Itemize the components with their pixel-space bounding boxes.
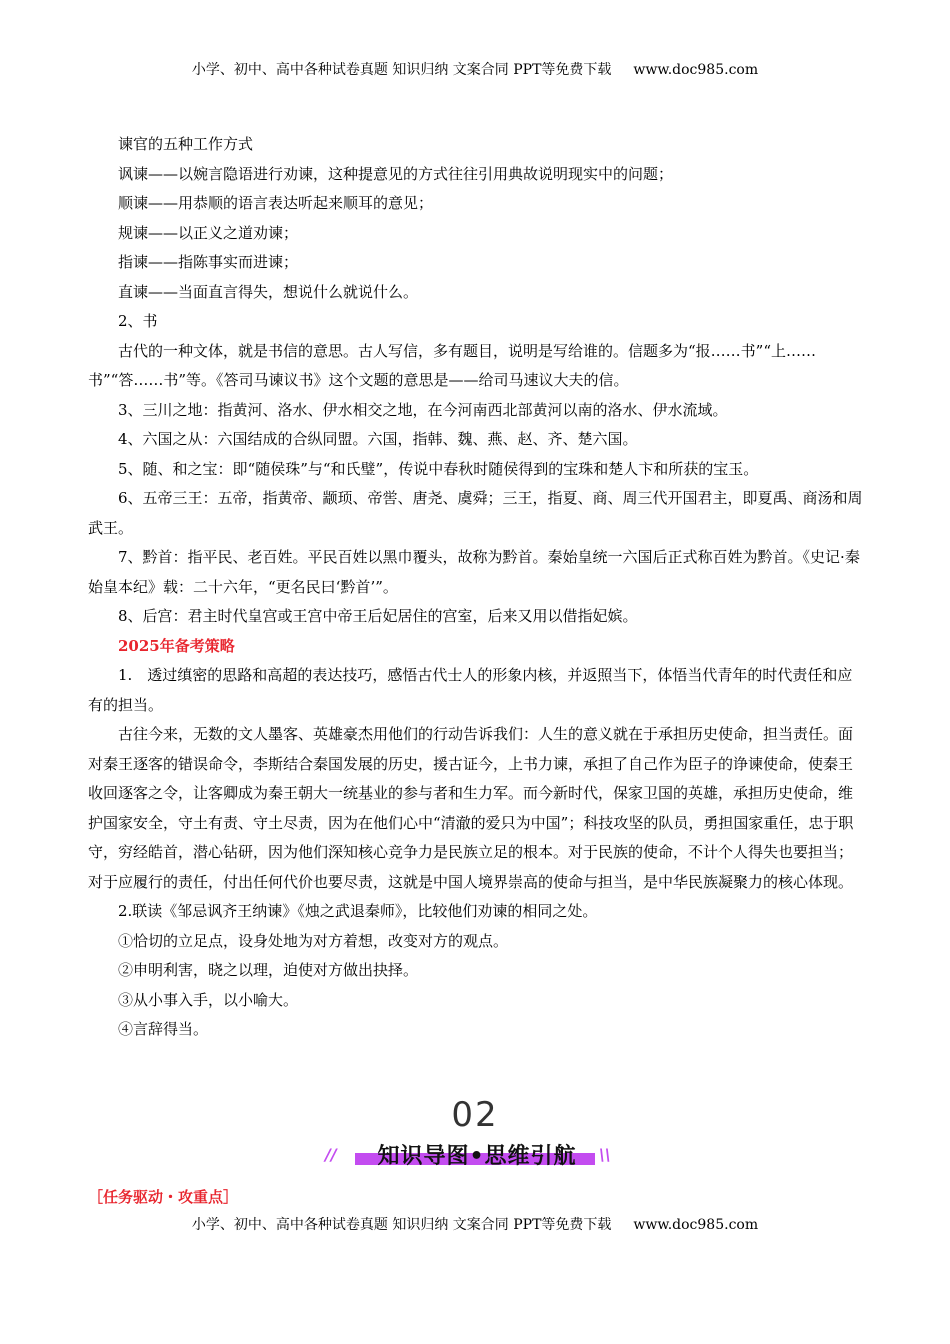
para-l1: 谏官的五种工作方式	[118, 135, 254, 153]
para-l7: 2、书	[118, 312, 158, 330]
header-promo-text: 小学、初中、高中各种试卷真题 知识归纳 文案合同 PPT等免费下载	[191, 62, 612, 78]
para-s3: 2.联读《邹忌讽齐王纳谏》《烛之武退秦师》，比较他们劝谏的相同之处。	[118, 902, 598, 920]
para-s4: ①恰切的立足点，设身处地为对方着想，改变对方的观点。	[118, 931, 509, 950]
page-header	[0, 59, 950, 79]
para-l9: 3、三川之地：指黄河、洛水、伊水相交之地，在今河南西北部黄河以南的洛水、伊水流域。	[118, 400, 728, 419]
para-s2: 古往今来，无数的文人墨客、英雄豪杰用他们的行动告诉我们：人生的意义就在于承担历史使命，担当责任。面对秦王逐客的错误命令，李斯结合秦国发展的历史，援古证今，上书力谏，承担了自己作为臣子的诤谏使命，使秦王收回逐客之令，让客卿成为秦王朝大一统基业的参与者和生力军。而今新时代，保家卫国的英雄，承担历史使命，维护国家安全，守土有责、守土尽责，因为在他们心中“清澈的爱只为中国”；科技攻坚的队员，勇担国家重任，忠于职守，穷经皓首，潜心钻研，因为他们深知核心竞争力是民族立足的根本。对于民族的使命，不计个人得失也要担当；对于应履行的责任，付出任何代价也要尽责，这就是中国人境界崇高的使命与担当，是中华民族凝聚力的核心体现。	[88, 725, 854, 891]
para-l10: 4、六国之从：六国结成的合纵同盟。六国，指韩、魏、燕、赵、齐、楚六国。	[118, 430, 638, 448]
section-banner	[325, 1095, 625, 1175]
task-label: ［任务驱动・攻重点］	[88, 1188, 239, 1206]
document-body	[88, 130, 864, 1045]
para-s6: ③从小事入手，以小喻大。	[118, 990, 299, 1009]
para-l4: 规谏——以正义之道劝谏；	[118, 223, 299, 242]
para-l3: 顺谏——用恭顺的语言表达听起来顺耳的意见；	[118, 194, 434, 212]
header-url: www.doc985.com	[633, 62, 759, 78]
slash-right-decoration: \\	[599, 1145, 611, 1164]
para-l8: 古代的一种文体，就是书信的意思。古人写信，多有题目，说明是写给谁的。信题多为“报……书”“上……书”“答……书”等。《答司马谏议书》这个文题的意思是——给司马速议大夫的信。	[88, 341, 817, 389]
footer-url: www.doc985.com	[633, 1217, 759, 1233]
para-s7: ④言辞得当。	[118, 1020, 209, 1038]
para-l14: 8、后宫：君主时代皇宫或王宫中帝王后妃居住的宫室，后来又用以借指妃嫔。	[118, 607, 638, 625]
para-s5: ②申明利害，晓之以理，迫使对方做出抉择。	[118, 961, 419, 979]
para-l13: 7、黔首：指平民、老百姓。平民百姓以黑巾覆头，故称为黔首。秦始皇统一六国后正式称百姓为黔首。《史记·秦始皇本纪》载：二十六年，“更名民曰‘黔首’”。	[88, 548, 860, 596]
para-l5: 指谏——指陈事实而进谏；	[118, 253, 299, 271]
slash-left-decoration: //	[325, 1145, 337, 1164]
section-title: 知识导图•思维引航	[377, 1144, 577, 1169]
page-footer	[0, 1214, 950, 1234]
para-l6: 直谏——当面直言得失，想说什么就说什么。	[118, 282, 419, 301]
section-number: 02	[451, 1095, 499, 1135]
footer-promo-text: 小学、初中、高中各种试卷真题 知识归纳 文案合同 PPT等免费下载	[191, 1217, 612, 1233]
para-l12: 6、五帝三王：五帝，指黄帝、颛顼、帝喾、唐尧、虞舜；三王，指夏、商、周三代开国君主，即夏禹、商汤和周武王。	[88, 489, 863, 537]
strategy-heading: 2025年备考策略	[118, 636, 235, 655]
para-s1: 1. 透过缜密的思路和高超的表达技巧，感悟古代士人的形象内核，并返照当下，体悟当代青年的时代责任和应有的担当。	[88, 666, 853, 714]
para-l2: 讽谏——以婉言隐语进行劝谏，这种提意见的方式往往引用典故说明现实中的问题；	[118, 164, 674, 183]
para-l11: 5、随、和之宝：即“随侯珠”与“和氏璧”，传说中春秋时随侯得到的宝珠和楚人卞和所获的宝玉。	[118, 459, 759, 478]
